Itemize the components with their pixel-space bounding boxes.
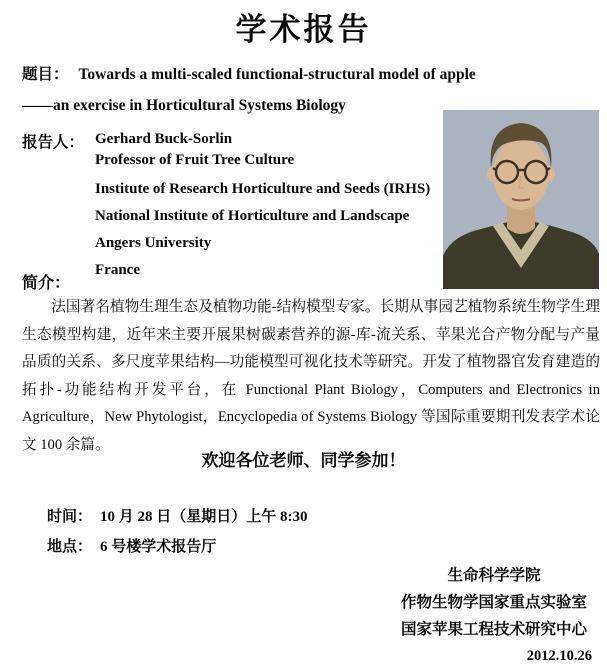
- topic-subtitle: ——an exercise in Horticultural Systems Biology: [22, 97, 346, 114]
- signature-block: [394, 562, 594, 670]
- speaker-position: Professor of Fruit Tree Culture: [95, 152, 295, 168]
- signature-college: 生命科学学院: [447, 567, 541, 584]
- topic-line: [22, 62, 582, 84]
- signature-laboratory: 作物生物学国家重点实验室: [400, 594, 587, 611]
- speaker-institute: Institute of Research Horticulture and Seeds (IRHS): [95, 181, 431, 197]
- page-title: 学术报告: [235, 12, 372, 47]
- speaker-university: Angers University: [95, 235, 212, 251]
- schedule-place-line: [47, 535, 216, 556]
- topic-title-english: Towards a multi-scaled functional-structural model of apple: [78, 66, 476, 83]
- bio-paragraph: 法国著名植物生理生态及植物功能-结构模型专家。长期从事园艺植物系统生物学生理生态模型构建，近年来主要开展果树碳素营养的源-库-流关系、苹果光合产物分配与产量品质的关系、多尺度苹果结构—功能模型可视化技术等研究。开发了植物器官发育建造的拓扑-功能结构开发平台，在 Functional Plant Biology，Computers and Electronics in Agriculture，New Phytologist，Encyclopedia of Systems Biology 等国际重要期刊发表学术论文 100 余篇。: [22, 299, 600, 453]
- place-label: 地点：: [47, 539, 93, 555]
- time-value: 10 月 28 日（星期日）上午 8:30: [100, 509, 308, 525]
- time-label: 时间：: [47, 509, 93, 525]
- topic-label: 题目：: [22, 66, 69, 83]
- speaker-label: 报告人：: [22, 134, 85, 151]
- bio-label: 简介：: [22, 275, 71, 292]
- speaker-info-block: [95, 129, 435, 279]
- signature-date: 2012.10.26: [526, 648, 592, 664]
- speaker-name: Gerhard Buck-Sorlin: [95, 131, 233, 147]
- portrait-illustration: [443, 110, 599, 289]
- signature-center: 国家苹果工程技术研究中心: [400, 621, 587, 638]
- schedule-time-line: [47, 505, 308, 526]
- speaker-country: France: [95, 262, 140, 278]
- speaker-institution: National Institute of Horticulture and Landscape: [95, 208, 410, 224]
- place-value: 6 号楼学术报告厅: [100, 539, 217, 555]
- speaker-portrait-photo: [443, 110, 599, 289]
- welcome-line: 欢迎各位老师、同学参加！: [201, 451, 406, 470]
- face-shape: [493, 138, 549, 210]
